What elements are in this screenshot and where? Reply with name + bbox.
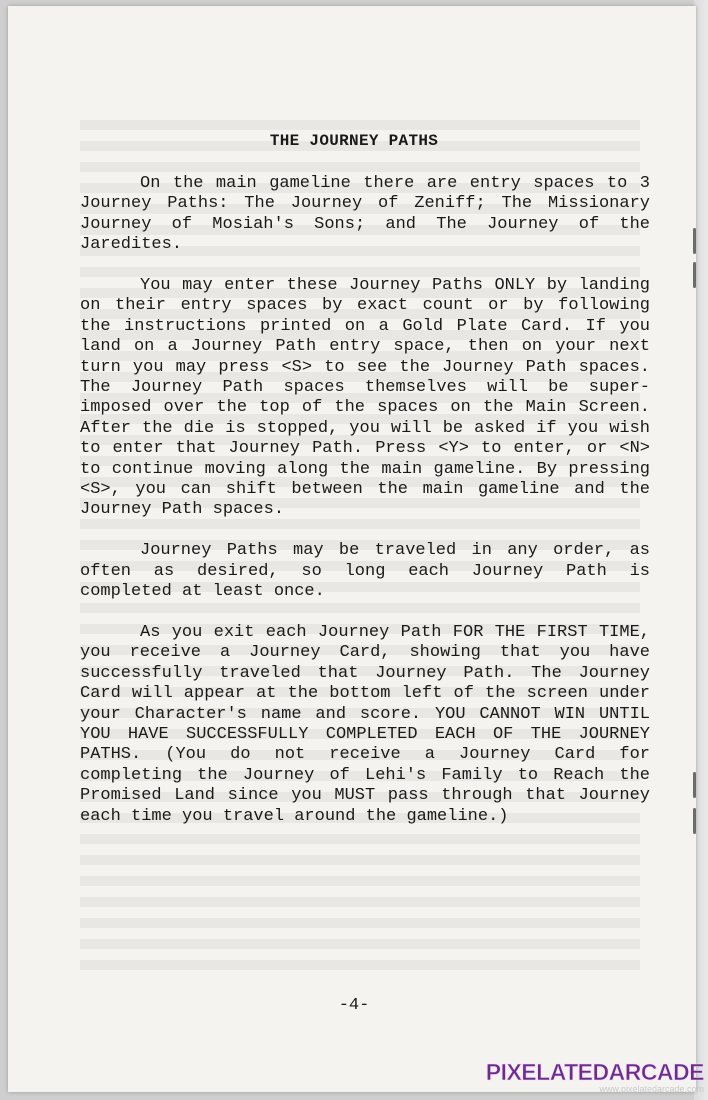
paragraph: Journey Paths may be traveled in any order, as often as desired, so long each Journey Path is completed at least once. (80, 541, 650, 602)
watermark (486, 1059, 704, 1094)
paragraph: As you exit each Journey Path FOR THE FIRST TIME, you receive a Journey Card, showing that you have successfully traveled that Journey Path. The Journey Card will appear at the bottom left of the screen under your Character's name and score. YOU CANNOT WIN UNTIL YOU HAVE SUCCESSFULLY COMPLETED EACH OF THE JOURNEY PATHS. (You do not receive a Journey Card for completing the Journey of Lehi's Family to Reach the Promised Land since you MUST pass through that Journey each time you travel around the gameline.) (80, 622, 650, 826)
staple-mark (693, 262, 696, 288)
paragraph: You may enter these Journey Paths ONLY by landing on their entry spaces by exact count or by following the instructions printed on a Gold Plate Card. If you land on a Journey Path entry space, then on your next turn you may press <S> to see the Journey Path spaces. The Journey Path spaces themselves will be super-imposed over the top of the spaces on the Main Screen. After the die is stopped, you will be asked if you wish to enter that Journey Path. Press <Y> to enter, or <N> to continue moving along the main gameline. By pressing <S>, you can shift between the main gameline and the Journey Path spaces. (80, 276, 650, 520)
watermark-brand: PIXELATEDARCADE (485, 1059, 704, 1085)
section-title: THE JOURNEY PATHS (269, 132, 439, 150)
paragraph: On the main gameline there are entry spaces to 3 Journey Paths: The Journey of Zeniff; The Missionary Journey of Mosiah's Sons; and The Journey of the Jaredites. (80, 174, 650, 255)
staple-mark (693, 228, 696, 254)
watermark-url: www.pixelatedarcade.com (599, 1084, 704, 1094)
body-text (80, 174, 650, 847)
staple-mark (693, 808, 696, 834)
page-edge (694, 0, 708, 1100)
staple-mark (693, 772, 696, 798)
page-number: -4- (338, 996, 370, 1015)
